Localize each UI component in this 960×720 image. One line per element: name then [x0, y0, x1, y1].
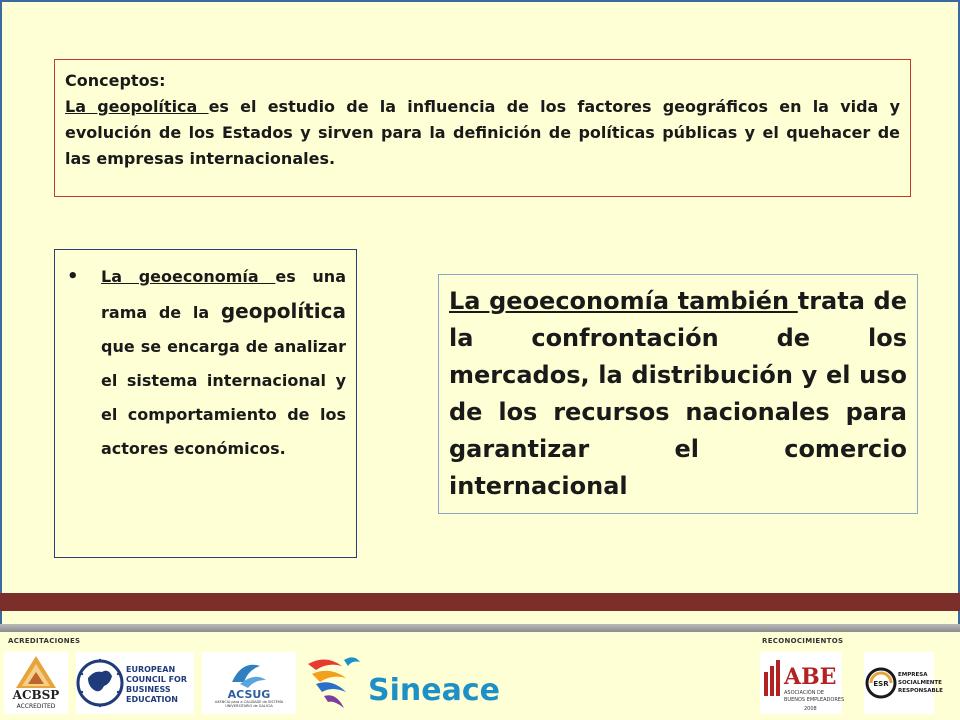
ecbe-line3: BUSINESS [126, 685, 171, 694]
abe-year: 2008 [804, 706, 817, 712]
sineace-logo [302, 652, 500, 714]
ecbe-logo [76, 652, 194, 714]
list-item [65, 260, 346, 466]
acsug-sub: AXENCIA para a CALIDADE do SISTEMA UNIVERSITARIO de GALICIA [214, 700, 284, 708]
geoeconomia-also-box [438, 274, 918, 514]
left-big-word: geopolítica [220, 299, 346, 323]
sineace-name: Sineace [368, 673, 500, 708]
conceptos-box [54, 59, 911, 197]
ecbe-line4: EDUCATION [126, 695, 178, 704]
ecbe-line1: EUROPEAN [126, 665, 176, 674]
acbsp-name: ACBSP [12, 688, 60, 702]
left-term: La geoeconomía [101, 267, 276, 286]
right-term: La geoeconomía también [449, 287, 798, 315]
abe-sub1: ASOCIACIÓN DE [784, 690, 825, 696]
esr-emblem-icon [864, 652, 943, 714]
esr-badge: ESR [873, 680, 889, 688]
abe-name: ABE [784, 664, 837, 690]
footer [0, 632, 960, 720]
conceptos-text: es el estudio de la influencia de los factores geográficos en la vida y evolución de los Estados y sirven para la definición de políticas públicas y el quehacer de las empresas internacionales. [65, 97, 900, 168]
abe-logo [760, 652, 845, 714]
conceptos-term: La geopolítica [65, 97, 209, 116]
geoeconomia-definition-box [54, 249, 357, 558]
esr-line2: SOCIALMENTE [898, 680, 942, 686]
abe-emblem-icon [760, 652, 845, 714]
acsug-logo [202, 652, 296, 714]
abe-sub2: BUENOS EMPLEADORES [784, 697, 845, 703]
conceptos-paragraph [65, 94, 900, 172]
bullet-list [65, 260, 346, 466]
acsug-name: ACSUG [227, 688, 271, 701]
acbsp-sub: ACCREDITED [16, 703, 56, 710]
left-text-2: que se encarga de analizar el sistema internacional y el comportamiento de los actores económicos. [101, 337, 346, 458]
footer-divider-red [0, 593, 960, 611]
esr-line1: EMPRESA [898, 672, 928, 678]
europe-globe-icon [76, 652, 194, 714]
acbsp-logo [4, 652, 68, 714]
bullet-icon: • [67, 266, 79, 287]
acsug-emblem-icon [202, 652, 296, 714]
left-text-1: es una rama de la [101, 267, 346, 322]
acbsp-emblem-icon [4, 652, 68, 714]
sineace-emblem-icon [302, 652, 500, 718]
esr-logo [864, 652, 943, 714]
esr-line3: RESPONSABLE [898, 688, 943, 694]
conceptos-heading: Conceptos: [65, 71, 166, 90]
footer-divider-gray [0, 624, 960, 632]
right-text: trata de la confrontación de los mercados, la distribución y el uso de los recursos nacionales para garantizar el comercio internacional [449, 287, 907, 500]
acreditaciones-label: ACREDITACIONES [8, 637, 81, 645]
reconocimientos-label: RECONOCIMIENTOS [762, 637, 844, 645]
ecbe-line2: COUNCIL FOR [126, 675, 188, 684]
